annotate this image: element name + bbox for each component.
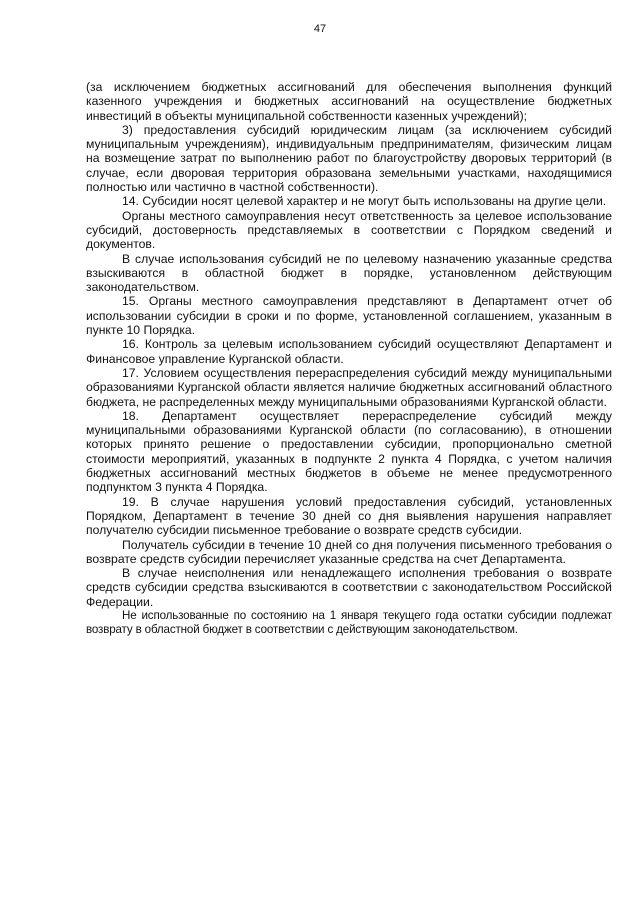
paragraph-subitem-3: 3) предоставления субсидий юридическим лицам (за исключением субсидий муниципальным учреждениям), индивидуальным предпринимателям, физическим лицам на возмещение затрат по выполнению работ по благоустройству дворовых территорий (в случае, если дворовая территория образована земельными участками, находящимися полностью или частично в частной собственности).: [86, 122, 612, 195]
paragraph-item-19: 19. В случае нарушения условий предоставления субсидий, установленных Порядком, Департамент в течение 30 дней со дня выявления нарушения направляет получателю субсидии письменное требование о возврате средств субсидии.: [86, 494, 612, 538]
paragraph-item-14: 14. Субсидии носят целевой характер и не могут быть использованы на другие цели.: [122, 194, 607, 209]
paragraph-continuation: (за исключением бюджетных ассигнований для обеспечения выполнения функций казенного учреждения и бюджетных ассигнований на осуществление бюджетных инвестиций в объекты муниципальной собственности казенных учреждений);: [86, 80, 612, 123]
paragraph-misuse: В случае использования субсидий не по целевому назначению указанные средства взыскиваются в областной бюджет в порядке, установленном действующим законодательством.: [86, 251, 612, 295]
paragraph-item-18: 18. Департамент осуществляет перераспределение субсидий между муниципальными образованиями Курганской области (по согласованию), в отношении которых принято решение о предоставлении субсидии, пропорционально сметной стоимости мероприятий, указанных в подпункте 2 пункта 4 Порядка, с учетом наличия бюджетных ассигнований местных бюджетов в объеме не менее предусмотренного подпунктом 3 пункта 4 Порядка.: [86, 408, 612, 495]
paragraph-responsibility: Органы местного самоуправления несут ответственность за целевое использование субсидий, достоверность представляемых в соответствии с Порядком сведений и документов.: [86, 208, 612, 252]
paragraph-item-15: 15. Органы местного самоуправления представляют в Департамент отчет об использовании субсидии в сроки и по форме, установленной соглашением, указанным в пункте 10 Порядка.: [86, 294, 612, 338]
paragraph-item-17: 17. Условием осуществления перераспределения субсидий между муниципальными образованиями Курганской области является наличие бюджетных ассигнований областного бюджета, не распределенных между муниципальными образованиями Курганской области.: [86, 365, 612, 409]
document-body: [86, 80, 612, 638]
paragraph-unused-balances: Не использованные по состоянию на 1 января текущего года остатки субсидии подлежат возврату в областной бюджет в соответствии с действующим законодательством.: [86, 608, 612, 637]
paragraph-recipient: Получатель субсидии в течение 10 дней со дня получения письменного требования о возврате средств субсидии перечисляет указанные средства на счет Департамента.: [86, 537, 612, 566]
paragraph-non-fulfillment: В случае неисполнения или ненадлежащего исполнения требования о возврате средств субсидии средства взыскиваются в соответствии с законодательством Российской Федерации.: [86, 566, 612, 609]
paragraph-item-16: 16. Контроль за целевым использованием субсидий осуществляют Департамент и Финансовое управление Курганской области.: [86, 337, 612, 366]
page-number: 47: [313, 23, 327, 35]
